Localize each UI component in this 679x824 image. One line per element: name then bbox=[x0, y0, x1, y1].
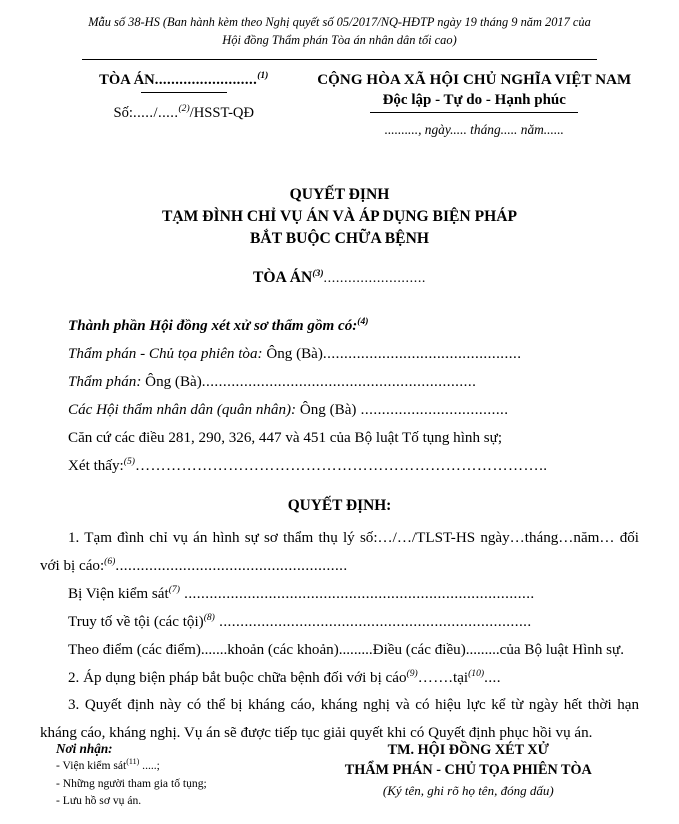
deciding-court-dots: ......................... bbox=[323, 271, 427, 287]
assessors-value: Ông (Bà) bbox=[296, 402, 357, 419]
recipient-item bbox=[56, 757, 298, 775]
prosecuted-by-dots: ................................................................................... bbox=[179, 585, 535, 602]
signature-title-line-2: THẨM PHÁN - CHỦ TỌA PHIÊN TÒA bbox=[344, 762, 592, 779]
consideration-dots: …………………………………………………………………….. bbox=[134, 458, 548, 474]
nation-motto: Độc lập - Tự do - Hạnh phúc bbox=[382, 91, 566, 108]
charge-label: Truy tố về tội (các tội) bbox=[68, 613, 204, 630]
document-number-dots-1: ...../ bbox=[132, 104, 158, 121]
provision-line: Theo điểm (các điểm).......khoản (các khoản).........Điều (các điều).........của Bộ luật Hình sự. bbox=[68, 641, 624, 658]
recipient-item-text: - Những người tham gia tố tụng; bbox=[56, 776, 207, 790]
document-number-label: Số: bbox=[113, 104, 133, 121]
document-title-line-3: BẮT BUỘC CHỮA BỆNH bbox=[250, 230, 429, 248]
signature-block bbox=[298, 741, 639, 810]
form-reference-line-1: Mẫu số 38-HS (Ban hành kèm theo Nghị quyết số 05/2017/NQ-HĐTP ngày 19 tháng 9 năm 2017 của bbox=[88, 15, 591, 29]
panel-composition-heading-text: Thành phần Hội đồng xét xử sơ thẩm gồm có: bbox=[68, 318, 358, 335]
masthead-left bbox=[40, 72, 310, 138]
panel-composition-footnote: (4) bbox=[357, 316, 369, 328]
masthead-left-rule bbox=[141, 92, 227, 93]
judge-value: Ông (Bà) bbox=[141, 374, 202, 391]
legal-basis-line: Căn cứ các điều 281, 290, 326, 447 và 451 của Bộ luật Tố tụng hình sự; bbox=[68, 430, 503, 447]
recipients-block bbox=[40, 741, 298, 810]
form-reference-line-2: Hội đồng Thẩm phán Tòa án nhân dân tối cao) bbox=[222, 32, 457, 47]
decision-item-1-dots: ....................................................... bbox=[115, 557, 348, 574]
deciding-court-label: TÒA ÁN bbox=[252, 269, 313, 287]
consideration-footnote: (5) bbox=[123, 455, 135, 467]
masthead bbox=[40, 72, 639, 138]
recipient-item-tail: .....; bbox=[139, 759, 160, 773]
recipient-item-text: - Viện kiểm sát bbox=[56, 759, 127, 773]
header-divider-rule bbox=[82, 59, 597, 60]
document-title bbox=[40, 184, 639, 250]
deciding-court-line bbox=[40, 269, 639, 287]
decision-item-2-at-label: tại bbox=[453, 669, 469, 686]
presiding-judge-dots: ............................................... bbox=[322, 346, 522, 363]
document-title-line-2: TẠM ĐÌNH CHỈ VỤ ÁN VÀ ÁP DỤNG BIỆN PHÁP bbox=[161, 208, 518, 226]
signature-instruction: (Ký tên, ghi rõ họ tên, đóng dấu) bbox=[382, 782, 554, 798]
charge-dots: .......................................................................... bbox=[214, 613, 532, 630]
decision-item-2 bbox=[40, 665, 639, 693]
issuing-court-label: TÒA ÁN bbox=[99, 71, 155, 88]
decision-heading: QUYẾT ĐỊNH: bbox=[287, 496, 392, 514]
decision-item-1-footnote: (6) bbox=[104, 555, 116, 567]
document-number-footnote: (2) bbox=[178, 103, 190, 115]
recipient-item-text: - Lưu hồ sơ vụ án. bbox=[56, 794, 142, 808]
assessors-dots: ................................... bbox=[356, 402, 509, 419]
panel-row-assessors bbox=[40, 397, 639, 425]
recipient-item bbox=[56, 792, 298, 810]
consideration-label: Xét thấy: bbox=[68, 458, 124, 474]
document-number-dots-2: ..... bbox=[157, 104, 179, 121]
signature-title-line-1: TM. HỘI ĐỒNG XÉT XỬ bbox=[387, 742, 549, 759]
form-reference-note bbox=[58, 14, 621, 50]
judge-label: Thẩm phán: bbox=[68, 374, 142, 391]
decision-item-2-text: 2. Áp dụng biện pháp bắt buộc chữa bệnh đối với bị cáo bbox=[68, 669, 407, 686]
decision-item-3: 3. Quyết định này có thể bị kháng cáo, kháng nghị và có hiệu lực kể từ ngày hết thời hạn kháng cáo, kháng nghị. Vụ án sẽ được tiếp tục giải quyết khi có Quyết định phục hồi vụ án. bbox=[40, 697, 639, 742]
issuing-court-footnote: (1) bbox=[257, 70, 269, 82]
deciding-court-footnote: (3) bbox=[312, 268, 324, 280]
masthead-right-rule bbox=[370, 112, 578, 113]
panel-row-judge bbox=[40, 369, 639, 397]
judge-dots: ................................................................. bbox=[201, 374, 477, 391]
prosecuted-by-footnote: (7) bbox=[168, 583, 180, 595]
document-number-line bbox=[58, 105, 310, 122]
assessors-label: Các Hội thẩm nhân dân (quân nhân): bbox=[68, 402, 297, 419]
decision-item-2-dots: ……. bbox=[417, 669, 454, 686]
presiding-judge-value: Ông (Bà) bbox=[262, 346, 323, 363]
issuing-court-line bbox=[58, 72, 310, 89]
decision-item-2-footnote: (9) bbox=[406, 667, 418, 679]
place-date-line: .........., ngày..... tháng..... năm...... bbox=[384, 121, 564, 137]
document-footer bbox=[40, 741, 639, 810]
decision-item-2-at-dots: .... bbox=[484, 669, 501, 686]
presiding-judge-label: Thẩm phán - Chủ tọa phiên tòa: bbox=[68, 346, 263, 363]
charge-footnote: (8) bbox=[203, 611, 215, 623]
recipients-title: Nơi nhận: bbox=[56, 741, 113, 757]
prosecuted-by-line bbox=[40, 581, 639, 609]
decision-item-1-text: 1. Tạm đình chỉ vụ án hình sự sơ thẩm thụ lý số:…/…/TLST-HS ngày…tháng…năm… đối với bị cáo: bbox=[40, 529, 639, 574]
charge-line bbox=[40, 609, 639, 637]
decision-item-2-at-footnote: (10) bbox=[468, 667, 485, 679]
consideration-line bbox=[40, 453, 639, 481]
masthead-right bbox=[310, 72, 639, 138]
decision-item-1 bbox=[40, 525, 639, 581]
panel-row-presiding-judge bbox=[40, 341, 639, 369]
recipient-item-footnote: (11) bbox=[126, 757, 140, 767]
document-number-suffix: /HSST-QĐ bbox=[189, 104, 255, 121]
nation-title: CỘNG HÒA XÃ HỘI CHỦ NGHĨA VIỆT NAM bbox=[317, 71, 632, 88]
prosecuted-by-label: Bị Viện kiểm sát bbox=[68, 585, 169, 602]
panel-composition-heading bbox=[40, 313, 639, 341]
document-body bbox=[40, 313, 639, 481]
recipient-item bbox=[56, 775, 298, 793]
issuing-court-dots: ......................... bbox=[154, 71, 258, 88]
document-title-line-1: QUYẾT ĐỊNH bbox=[289, 185, 390, 203]
